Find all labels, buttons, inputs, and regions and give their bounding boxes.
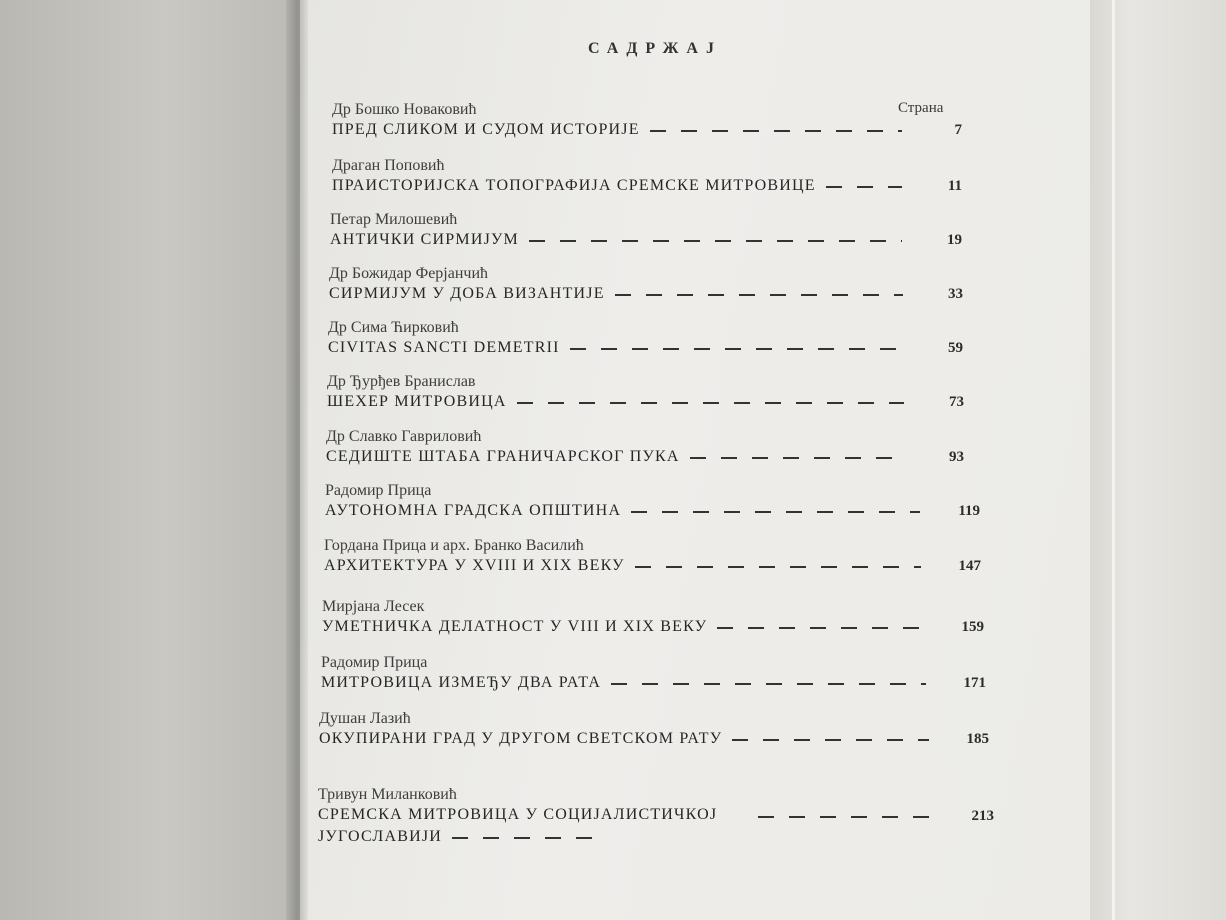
page-title: САДРЖАЈ bbox=[588, 40, 722, 57]
entry-page-number: 59 bbox=[948, 340, 963, 356]
entry-page-number: 19 bbox=[947, 232, 962, 248]
entry-line bbox=[328, 337, 963, 359]
dot-leader bbox=[826, 186, 902, 188]
entry-title: УМЕТНИЧКА ДЕЛАТНОСТ У VIII И XIX ВЕКУ bbox=[322, 618, 708, 635]
entry-page-number: 11 bbox=[947, 178, 962, 194]
entry-page-number: 171 bbox=[963, 675, 986, 691]
entry-author: Душан Лазић bbox=[319, 710, 411, 727]
dot-leader bbox=[758, 816, 934, 818]
toc-entry bbox=[324, 536, 981, 577]
entry-page-number: 33 bbox=[948, 286, 963, 302]
entry-line bbox=[321, 672, 986, 694]
toc-entry bbox=[326, 427, 964, 468]
book-cover bbox=[1090, 0, 1226, 920]
entry-page-number: 7 bbox=[954, 122, 962, 138]
entry-author: Др Бошко Новаковић bbox=[332, 101, 477, 118]
entry-page-number: 185 bbox=[966, 731, 989, 747]
entry-line-leader bbox=[758, 805, 994, 827]
dot-leader bbox=[650, 130, 902, 132]
dot-leader bbox=[452, 837, 592, 839]
entry-title: АРХИТЕКТУРА У XVIII И XIX ВЕКУ bbox=[324, 557, 625, 574]
entry-title: ПРЕД СЛИКОМ И СУДОМ ИСТОРИЈЕ bbox=[332, 121, 640, 138]
entry-line bbox=[319, 728, 989, 750]
entry-line bbox=[324, 555, 981, 577]
entry-title: СРЕМСКА МИТРОВИЦА У СОЦИЈАЛИСТИЧКОЈ bbox=[318, 806, 718, 823]
toc-entry bbox=[321, 653, 986, 694]
dot-leader bbox=[732, 739, 929, 741]
entry-author: Др Славко Гавриловић bbox=[326, 428, 482, 445]
toc-entry bbox=[332, 100, 962, 141]
dot-leader bbox=[690, 457, 904, 459]
entry-page-number: 93 bbox=[949, 449, 964, 465]
entry-author: Мирјана Лесек bbox=[322, 598, 425, 615]
dot-leader bbox=[631, 511, 920, 513]
entry-page-number: 159 bbox=[961, 619, 984, 635]
book-page bbox=[300, 0, 1090, 920]
entry-title: CIVITAS SANCTI DEMETRII bbox=[328, 339, 560, 356]
entry-title: СИРМИЈУМ У ДОБА ВИЗАНТИЈЕ bbox=[329, 285, 605, 302]
left-page bbox=[0, 0, 300, 920]
page-column-label: Страна bbox=[898, 100, 944, 116]
entry-page-number: 119 bbox=[958, 503, 980, 519]
toc-entry bbox=[328, 318, 963, 359]
dot-leader bbox=[717, 627, 924, 629]
entry-line bbox=[326, 446, 964, 468]
book-gutter-shadow bbox=[286, 0, 308, 920]
dot-leader bbox=[615, 294, 903, 296]
entry-title: СЕДИШТЕ ШТАБА ГРАНИЧАРСКОГ ПУКА bbox=[326, 448, 680, 465]
entry-page-number: 73 bbox=[949, 394, 964, 410]
entry-author: Др Сима Ћирковић bbox=[328, 319, 459, 336]
dot-leader bbox=[570, 348, 903, 350]
entry-line bbox=[332, 119, 962, 141]
toc-entry bbox=[318, 785, 994, 848]
entry-author: Гордана Прица и арх. Бранко Василић bbox=[324, 537, 584, 554]
entry-title: МИТРОВИЦА ИЗМЕЂУ ДВА РАТА bbox=[321, 674, 602, 691]
dot-leader bbox=[635, 566, 921, 568]
entry-page-number: 213 bbox=[971, 808, 994, 824]
entry-title-continued: ЈУГОСЛАВИЈИ bbox=[318, 828, 443, 845]
entry-page-number: 147 bbox=[958, 558, 981, 574]
entry-title: ШЕХЕР МИТРОВИЦА bbox=[327, 393, 507, 410]
entry-title: ОКУПИРАНИ ГРАД У ДРУГОМ СВЕТСКОМ РАТУ bbox=[319, 730, 723, 747]
entry-line bbox=[330, 229, 962, 251]
entry-line bbox=[332, 175, 962, 197]
entry-author: Петар Милошевић bbox=[330, 211, 458, 228]
entry-title: АУТОНОМНА ГРАДСКА ОПШТИНА bbox=[325, 502, 622, 519]
dot-leader bbox=[611, 683, 926, 685]
toc-entry bbox=[329, 264, 963, 305]
entry-author: Др Ђурђев Бранислав bbox=[327, 373, 476, 390]
entry-title: АНТИЧКИ СИРМИЈУМ bbox=[330, 231, 519, 248]
toc-entry bbox=[319, 709, 989, 750]
entry-author: Радомир Прица bbox=[325, 482, 432, 499]
toc-entry bbox=[332, 156, 962, 197]
entry-line bbox=[322, 616, 984, 638]
toc-entry bbox=[327, 372, 964, 413]
dot-leader bbox=[517, 402, 904, 404]
entry-line bbox=[327, 391, 964, 413]
toc-entry bbox=[325, 481, 980, 522]
entry-author: Тривун Миланковић bbox=[318, 786, 457, 803]
entry-author: Радомир Прица bbox=[321, 654, 428, 671]
toc-entry bbox=[322, 597, 984, 638]
cover-edge bbox=[1112, 0, 1115, 920]
entry-line bbox=[329, 283, 963, 305]
entry-line-continued bbox=[318, 826, 918, 848]
toc-entry bbox=[330, 210, 962, 251]
entry-author: Др Божидар Ферјанчић bbox=[329, 265, 489, 282]
entry-line bbox=[325, 500, 980, 522]
entry-author: Драган Поповић bbox=[332, 157, 445, 174]
entry-title: ПРАИСТОРИЈСКА ТОПОГРАФИЈА СРЕМСКЕ МИТРОВИЦЕ bbox=[332, 177, 816, 194]
dot-leader bbox=[529, 240, 902, 242]
